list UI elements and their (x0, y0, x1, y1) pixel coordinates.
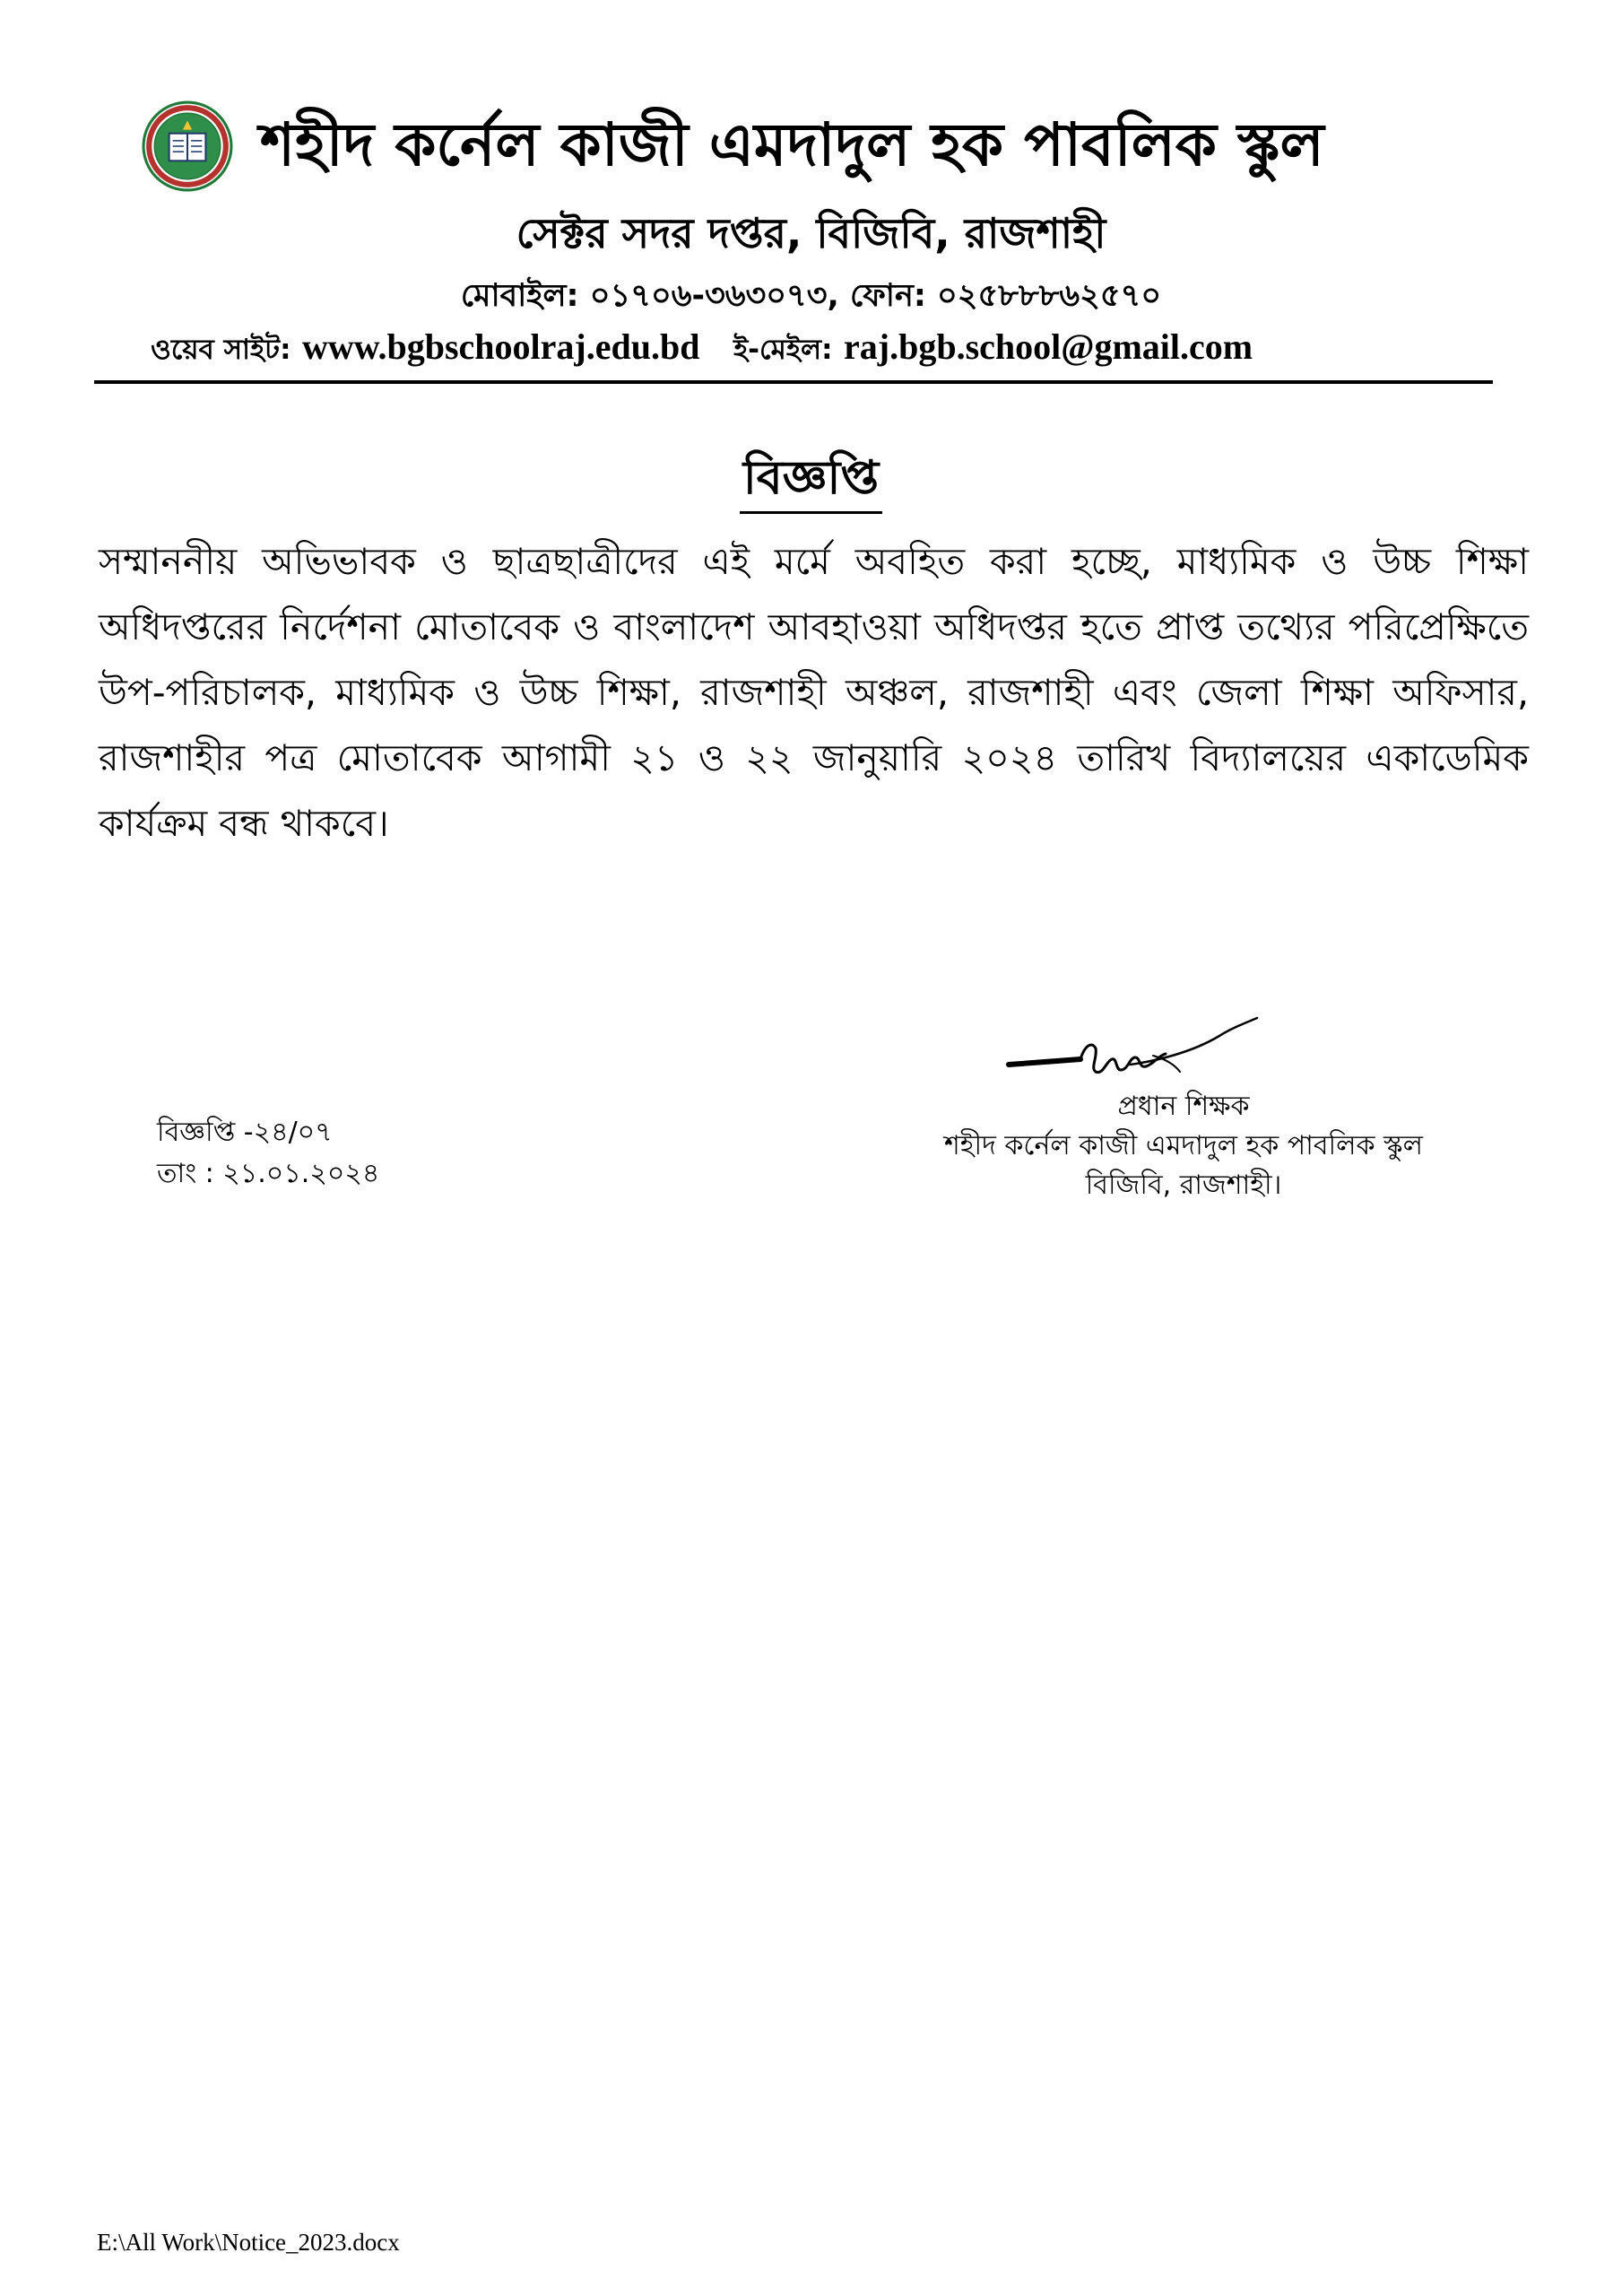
school-seal-logo-icon (142, 100, 233, 192)
signatory-designation: প্রধান শিক্ষক (1117, 1091, 1250, 1122)
notice-body (99, 529, 1529, 857)
header-divider (94, 380, 1493, 384)
signatory-institution: শহীদ কর্নেল কাজী এমদাদুল হক পাবলিক স্কুল (944, 1130, 1423, 1161)
notice-title (0, 447, 1622, 514)
notice-date: তাং : ২১.০১.২০২৪ (157, 1158, 380, 1189)
footer-file-path: E:\All Work\Notice_2023.docx (97, 2229, 400, 2256)
signatory-block (843, 1087, 1524, 1205)
school-address: সেক্টর সদর দপ্তর, বিজিবি, রাজশাহী (516, 209, 1106, 257)
notice-title-text: বিজ্ঞপ্তি (740, 447, 882, 514)
website-link[interactable]: www.bgbschoolraj.edu.bd (302, 326, 700, 367)
memo-number: বিজ্ঞপ্তি -২৪/০৭ (157, 1117, 333, 1148)
school-name: শহীদ কর্নেল কাজী এমদাদুল হক পাবলিক স্কুল (260, 110, 1324, 179)
contact-numbers: মোবাইল: ০১৭০৬-৩৬৩০৭৩, ফোন: ০২৫৮৮৮৬২৫৭০ (460, 278, 1162, 314)
email-label: ই-মেইল: (733, 334, 833, 366)
signatory-location: বিজিবি, রাজশাহী। (1085, 1170, 1282, 1201)
reference-block (157, 1112, 605, 1195)
web-email-line (151, 325, 1496, 372)
email-link[interactable]: raj.bgb.school@gmail.com (844, 326, 1253, 367)
website-label: ওয়েব সাইট: (151, 334, 291, 366)
notice-paragraph: সম্মাননীয় অভিভাবক ও ছাত্রছাত্রীদের এই মর্মে অবহিত করা হচ্ছে, মাধ্যমিক ও উচ্চ শিক্ষা অধিদপ্তরের নির্দেশনা মোতাবেক ও বাংলাদেশ আবহাওয়া অধিদপ্তর হতে প্রাপ্ত তথ্যের পরিপ্রেক্ষিতে উপ-পরিচালক, মাধ্যমিক ও উচ্চ শিক্ষা, রাজশাহী অঞ্চল, রাজশাহী এবং জেলা শিক্ষা অফিসার, রাজশাহীর পত্র মোতাবেক আগামী ২১ ও ২২ জানুয়ারি ২০২৪ তারিখ বিদ্যালয়ের একাডেমিক কার্যক্রম বন্ধ থাকবে। (99, 540, 1529, 845)
